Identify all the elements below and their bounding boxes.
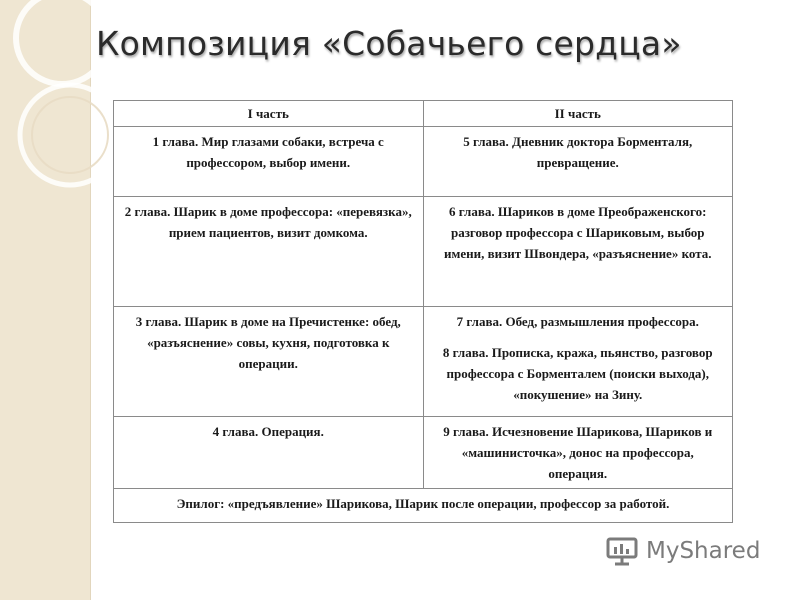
chapter-1-cell: 1 глава. Мир глазами собаки, встреча с профессором, выбор имени. — [114, 127, 424, 197]
chapter-3-cell: 3 глава. Шарик в доме на Пречистенке: обед, «разъяснение» совы, кухня, подготовка к операции. — [114, 307, 424, 417]
header-part-2: II часть — [423, 101, 733, 127]
table-row — [114, 197, 733, 307]
chapter-7-text: 7 глава. Обед, размышления профессора. — [456, 314, 699, 329]
chapter-9-cell: 9 глава. Исчезновение Шарикова, Шариков и «машинисточка», донос на профессора, операция. — [423, 417, 733, 489]
chapter-2-cell: 2 глава. Шарик в доме профессора: «перевязка», прием пациентов, визит домкома. — [114, 197, 424, 307]
chapter-7-8-cell — [423, 307, 733, 417]
chapter-6-cell: 6 глава. Шариков в доме Преображенского: разговор профессора с Шариковым, выбор имени, визит Швондера, «разъяснение» кота. — [423, 197, 733, 307]
chapter-5-cell: 5 глава. Дневник доктора Борменталя, превращение. — [423, 127, 733, 197]
composition-table — [113, 100, 733, 523]
logo-text: MyShared — [646, 538, 761, 564]
table-row — [114, 307, 733, 417]
header-part-1: I часть — [114, 101, 424, 127]
chapter-8-text: 8 глава. Прописка, кража, пьянство, разговор профессора с Борменталем (поиски выхода), «покушение» на Зину. — [442, 345, 713, 402]
chapter-4-cell: 4 глава. Операция. — [114, 417, 424, 489]
slide-title: Композиция «Собачьего сердца» — [96, 24, 682, 63]
myshared-logo — [606, 536, 760, 566]
epilogue-cell: Эпилог: «предъявление» Шарикова, Шарик после операции, профессор за работой. — [114, 489, 733, 523]
presentation-board-icon — [606, 536, 640, 566]
table-row — [114, 417, 733, 489]
epilogue-row — [114, 489, 733, 523]
table-row — [114, 127, 733, 197]
table-header-row — [114, 101, 733, 127]
